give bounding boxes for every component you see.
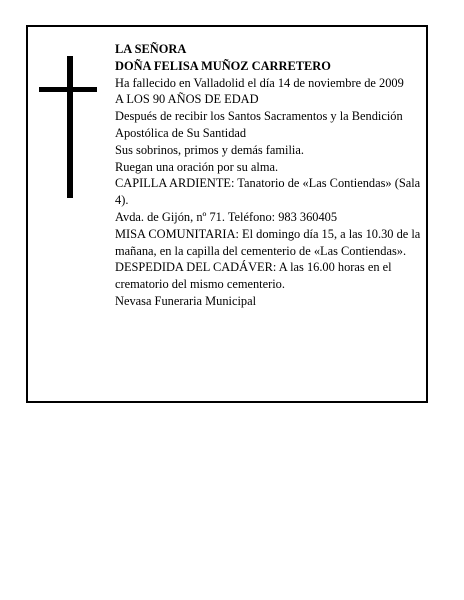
prayer-text: Ruegan una oración por su alma. [115,159,279,174]
address-info: Avda. de Gijón, nº 71. Teléfono: 983 360405 [115,209,338,224]
cross-vertical-bar [67,56,73,198]
sacraments-text: Después de recibir los Santos Sacramentos y la Bendición Apostólica de Su Santidad [115,109,403,140]
family-text: Sus sobrinos, primos y demás familia. [115,142,304,157]
farewell-info: DESPEDIDA DEL CADÁVER: A las 16.00 horas en el crematorio del mismo cementerio. [115,260,392,292]
mass-info: MISA COMUNITARIA: El domingo día 15, a las 10.30 de la mañana, en la capilla del cementerio de «Las Contiendas». [115,226,421,258]
deceased-name: DOÑA FELISA MUÑOZ CARRETERO [115,58,331,73]
notice-text [115,41,423,310]
death-info: Ha fallecido en Valladolid el día 14 de noviembre de 2009 [115,75,404,90]
age-at-death: A LOS 90 AÑOS DE EDAD [115,92,259,107]
obituary-notice [26,25,428,403]
cross-horizontal-bar [39,87,97,92]
chapel-info: CAPILLA ARDIENTE: Tanatorio de «Las Contiendas» (Sala 4). [115,176,421,208]
notice-title-line1: LA SEÑORA [115,42,187,56]
funeral-home: Nevasa Funeraria Municipal [115,293,257,308]
